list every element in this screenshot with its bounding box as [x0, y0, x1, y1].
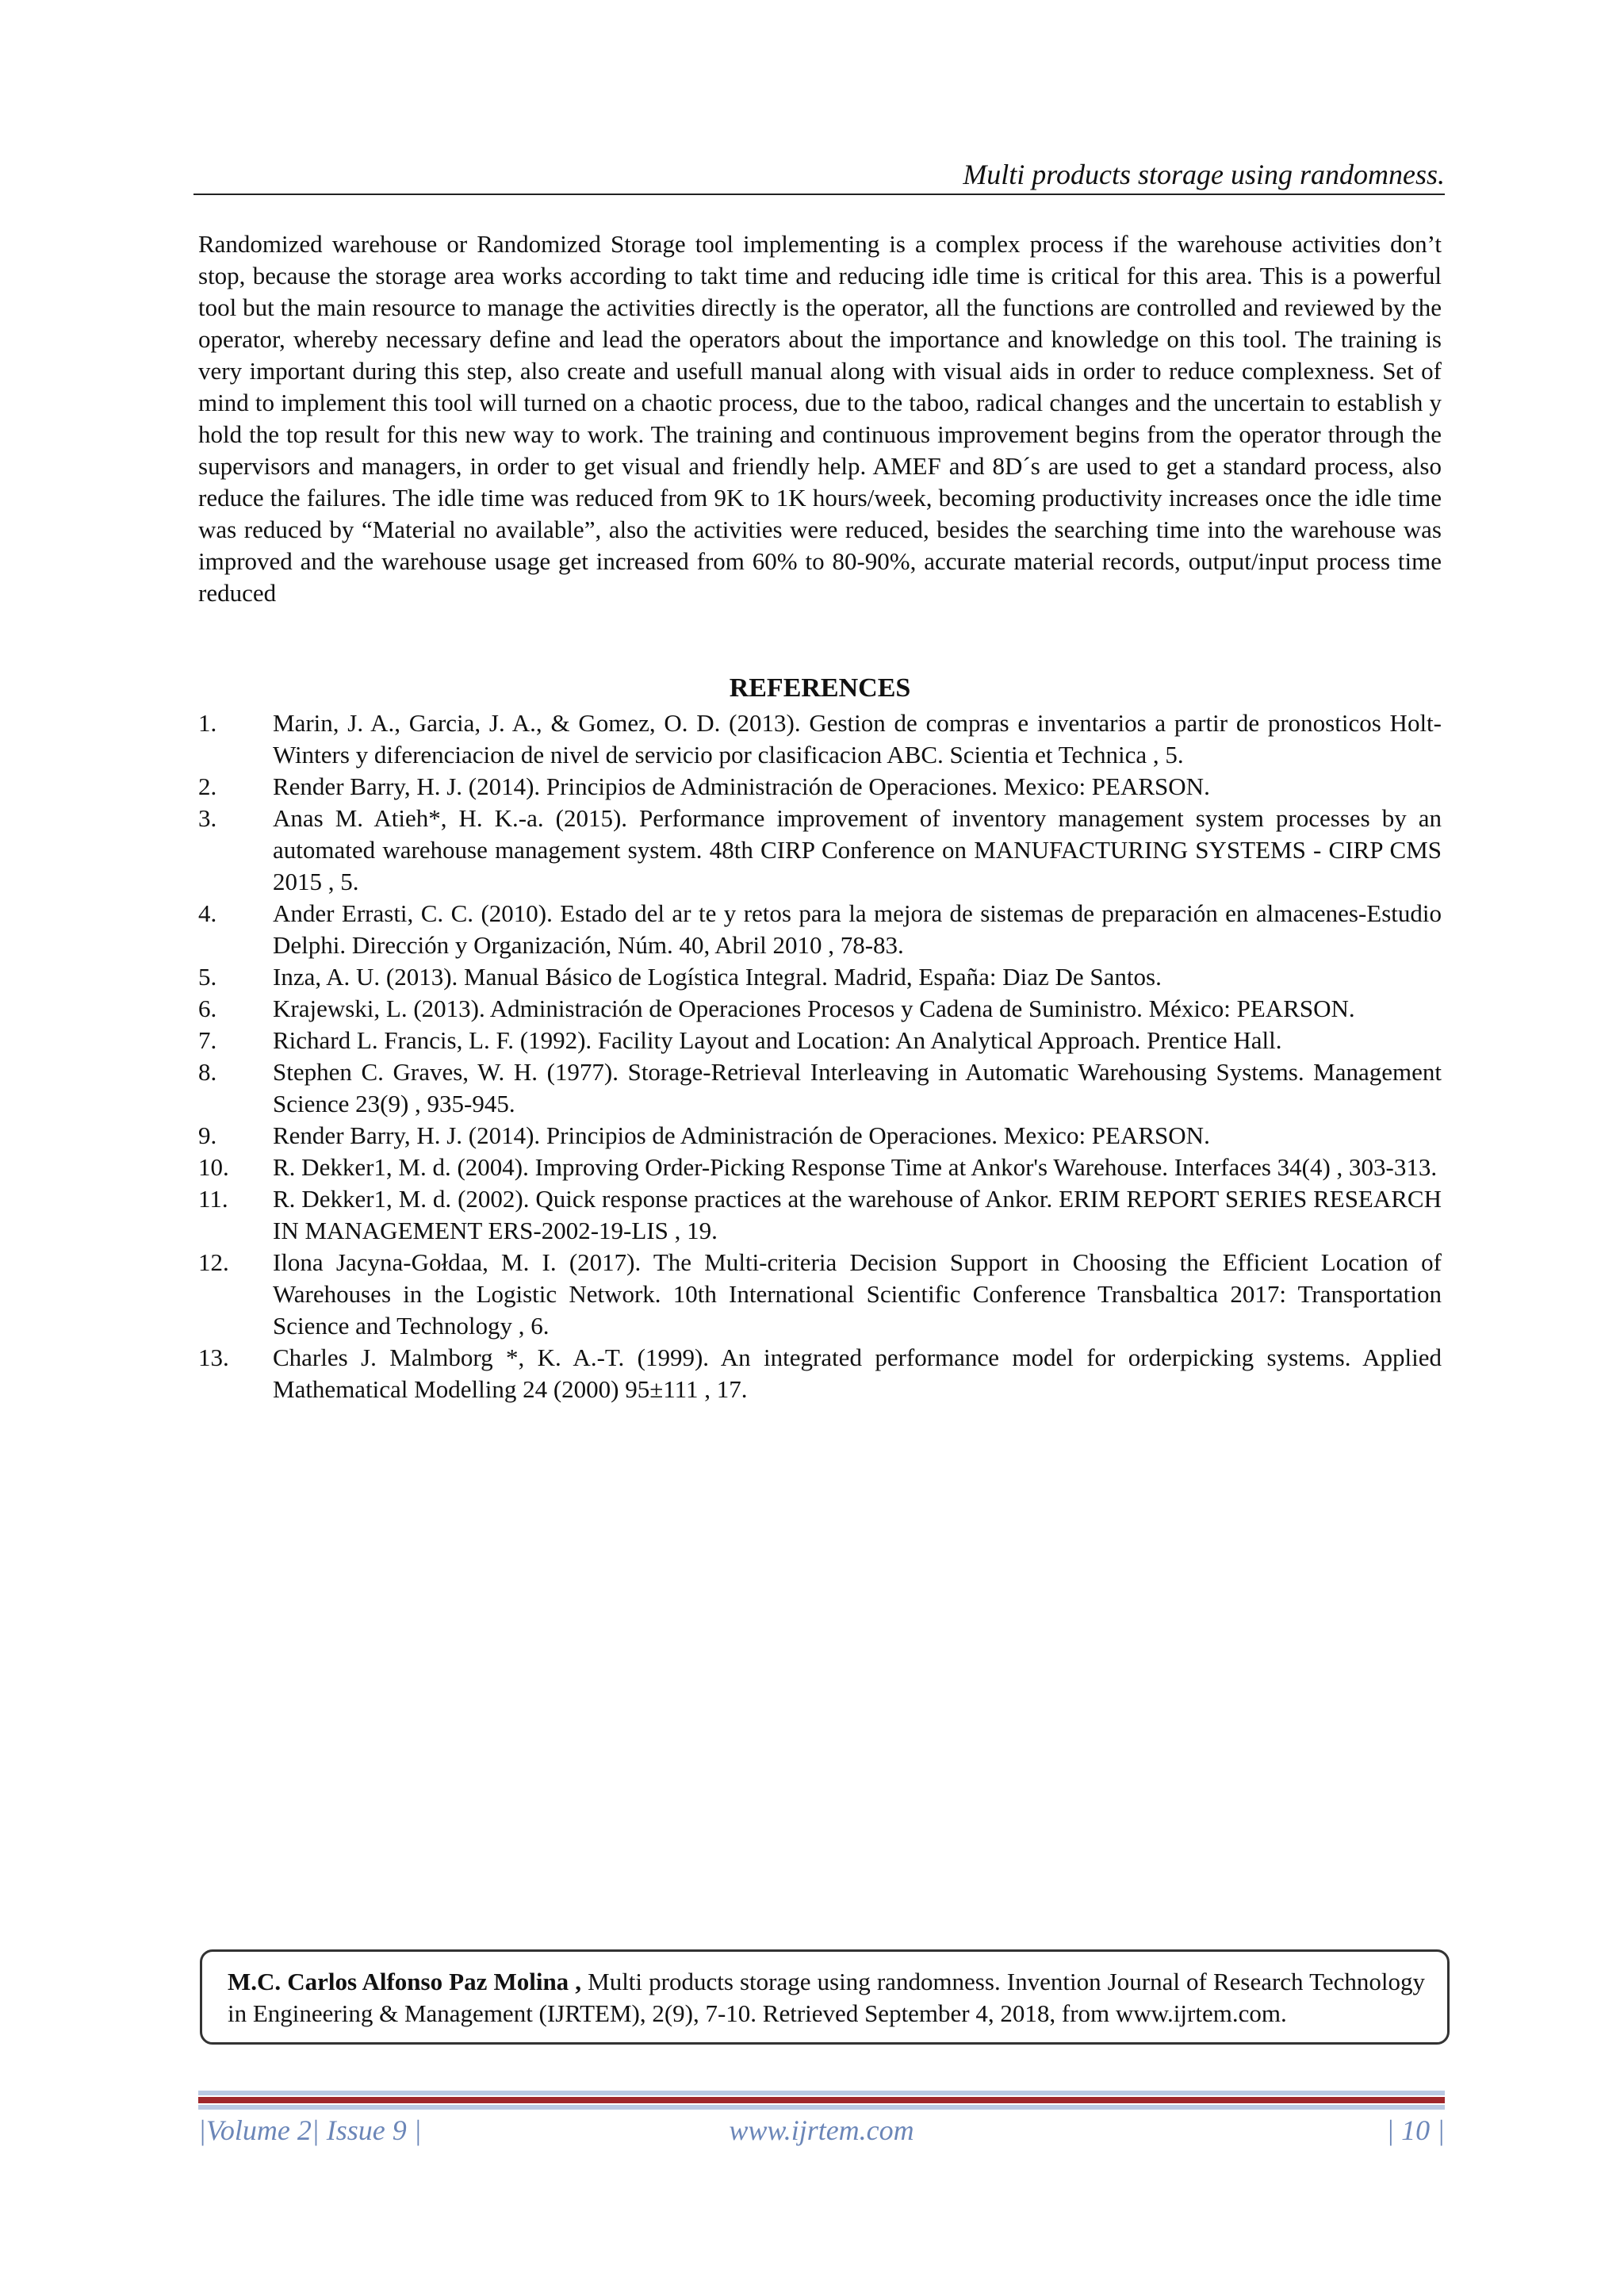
reference-item	[198, 1247, 1442, 1342]
citation-box	[200, 1949, 1450, 2045]
reference-text: Ilona Jacyna-Gołdaa, M. I. (2017). The Multi-criteria Decision Support in Choosing the Efficient Location of Warehouses in the Logistic Network. 10th International Scientific Conference Transbaltica 2017: Transportation Science and Technology , 6.	[273, 1248, 1442, 1340]
running-title: Multi products storage using randomness.	[963, 159, 1445, 190]
reference-item	[198, 961, 1442, 993]
footer-website-link[interactable]: www.ijrtem.com	[729, 2114, 914, 2146]
reference-number: 4.	[198, 899, 217, 927]
reference-item	[198, 993, 1442, 1025]
reference-number: 13.	[198, 1343, 229, 1371]
reference-item	[198, 1056, 1442, 1120]
references-list	[198, 707, 1442, 1405]
reference-item	[198, 898, 1442, 961]
reference-item	[198, 1183, 1442, 1247]
reference-item	[198, 803, 1442, 898]
reference-number: 9.	[198, 1121, 217, 1149]
footer-rule	[198, 2091, 1445, 2110]
reference-number: 10.	[198, 1153, 229, 1181]
reference-text: Render Barry, H. J. (2014). Principios de Administración de Operaciones. Mexico: PEARSON.	[273, 772, 1210, 800]
reference-number: 11.	[198, 1185, 228, 1213]
header-divider	[193, 194, 1445, 195]
reference-text: Krajewski, L. (2013). Administración de Operaciones Procesos y Cadena de Suministro. México: PEARSON.	[273, 995, 1355, 1022]
reference-number: 7.	[198, 1026, 217, 1054]
reference-text: Inza, A. U. (2013). Manual Básico de Logística Integral. Madrid, España: Diaz De Santos.	[273, 963, 1162, 991]
footer-rule-red	[198, 2097, 1445, 2103]
reference-item	[198, 707, 1442, 771]
references-heading: REFERENCES	[729, 673, 911, 703]
reference-number: 3.	[198, 804, 217, 832]
reference-number: 1.	[198, 709, 217, 737]
reference-text: Marin, J. A., Garcia, J. A., & Gomez, O. D. (2013). Gestion de compras e inventarios a partir de pronosticos Holt-Winters y diferenciacion de nivel de servicio por clasificacion ABC. Scientia et Technica , 5.	[273, 709, 1442, 769]
citation-author: M.C. Carlos Alfonso Paz Molina ,	[228, 1968, 582, 1995]
footer-rule-light-bottom	[198, 2105, 1445, 2110]
reference-item	[198, 1152, 1442, 1183]
reference-text: Richard L. Francis, L. F. (1992). Facility Layout and Location: An Analytical Approach. Prentice Hall.	[273, 1026, 1282, 1054]
body-paragraph: Randomized warehouse or Randomized Storage tool implementing is a complex process if the warehouse activities don’t stop, because the storage area works according to takt time and reducing idle time is critical for this area. This is a powerful tool but the main resource to manage the activities directly is the operator, all the functions are controlled and reviewed by the operator, whereby necessary define and lead the operators about the importance and knowledge on this tool. The training is very important during this step, also create and usefull manual along with visual aids in order to reduce complexness. Set of mind to implement this tool will turned on a chaotic process, due to the taboo, radical changes and the uncertain to establish y hold the top result for this new way to work. The training and continuous improvement begins from the operator through the supervisors and managers, in order to get visual and friendly help. AMEF and 8D´s are used to get a standard process, also reduce the failures. The idle time was reduced from 9K to 1K hours/week, becoming productivity increases once the idle time was reduced by “Material no available”, also the activities were reduced, besides the searching time into the warehouse was improved and the warehouse usage get increased from 60% to 80-90%, accurate material records, output/input process time reduced	[198, 230, 1442, 607]
footer-rule-light-top	[198, 2091, 1445, 2095]
reference-number: 5.	[198, 963, 217, 991]
reference-text: Ander Errasti, C. C. (2010). Estado del ar te y retos para la mejora de sistemas de preparación en almacenes-Estudio Delphi. Dirección y Organización, Núm. 40, Abril 2010 , 78-83.	[273, 899, 1442, 959]
reference-number: 8.	[198, 1058, 217, 1086]
reference-item	[198, 771, 1442, 803]
reference-number: 6.	[198, 995, 217, 1022]
reference-text: R. Dekker1, M. d. (2004). Improving Order-Picking Response Time at Ankor's Warehouse. Interfaces 34(4) , 303-313.	[273, 1153, 1438, 1181]
citation-text: Multi products storage using randomness. Invention Journal of Research Technology in Engineering & Management (IJRTEM), 2(9), 7-10. Retrieved September 4, 2018, from www.ijrtem.com.	[228, 1968, 1425, 2027]
footer-page-number: | 10 |	[1386, 2114, 1445, 2146]
reference-text: R. Dekker1, M. d. (2002). Quick response practices at the warehouse of Ankor. ERIM REPORT SERIES RESEARCH IN MANAGEMENT ERS-2002-19-LIS , 19.	[273, 1185, 1442, 1244]
page-footer	[198, 2111, 1445, 2149]
reference-text: Anas M. Atieh*, H. K.-a. (2015). Performance improvement of inventory management system processes by an automated warehouse management system. 48th CIRP Conference on MANUFACTURING SYSTEMS - CIRP CMS 2015 , 5.	[273, 804, 1442, 895]
reference-item	[198, 1120, 1442, 1152]
reference-text: Render Barry, H. J. (2014). Principios de Administración de Operaciones. Mexico: PEARSON.	[273, 1121, 1210, 1149]
reference-text: Charles J. Malmborg *, K. A.-T. (1999). An integrated performance model for orderpicking systems. Applied Mathematical Modelling 24 (2000) 95±111 , 17.	[273, 1343, 1442, 1403]
reference-number: 2.	[198, 772, 217, 800]
reference-number: 12.	[198, 1248, 229, 1276]
footer-volume-issue: |Volume 2| Issue 9 |	[198, 2114, 422, 2146]
reference-item	[198, 1342, 1442, 1405]
reference-item	[198, 1025, 1442, 1056]
reference-text: Stephen C. Graves, W. H. (1977). Storage-Retrieval Interleaving in Automatic Warehousing Systems. Management Science 23(9) , 935-945.	[273, 1058, 1442, 1117]
